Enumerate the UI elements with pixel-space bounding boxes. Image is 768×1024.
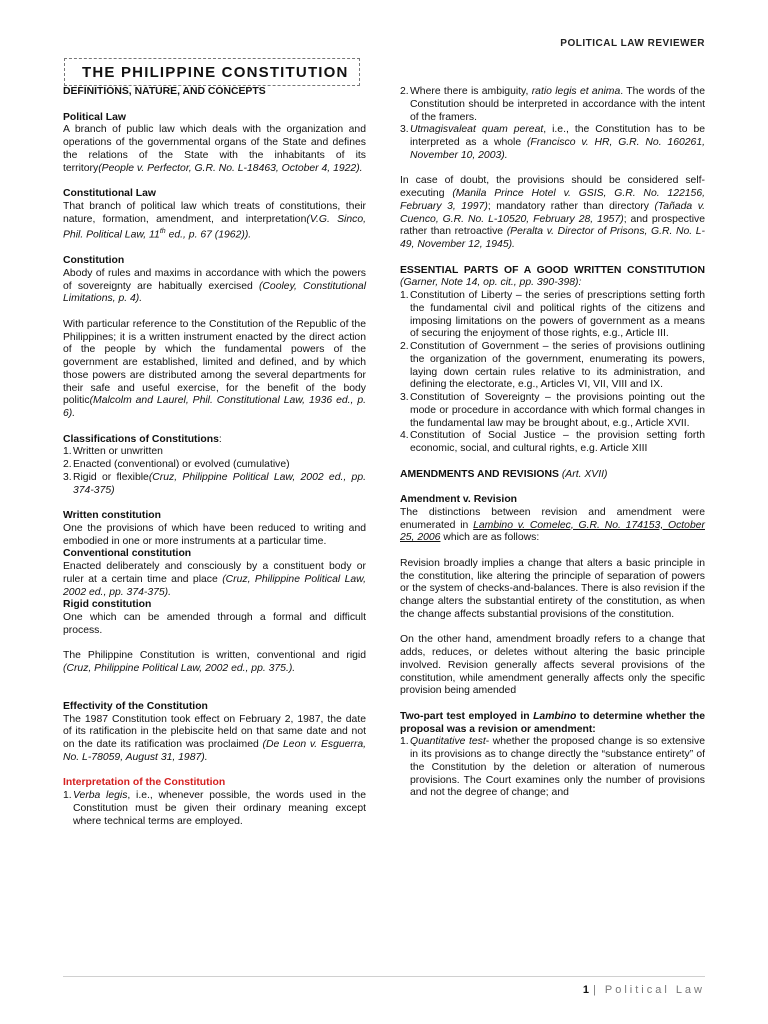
footer-divider <box>63 976 705 977</box>
list-item: 2. Constitution of Government – the series of provisions outlining the organization of the government, enumerating its powers, laying down certain rules relative to its administration, and defining the electorate, e.g., Articles VI, VII, VIII and IX. <box>400 341 705 391</box>
conventional-constitution-paragraph: Enacted deliberately and consciously by a constituent body or ruler at a certain time and place (Cruz, Philippine Political Law, 2002 ed., pp. 374-375). <box>63 561 366 598</box>
constitution-heading: Constitution <box>63 255 125 267</box>
classifications-heading: Classifications of Constitutions: <box>63 433 222 445</box>
list-item: 3. Constitution of Sovereignty – the provisions pointing out the mode or procedure in accordance with which formal changes in the fundamental law may be brought about, e.g., Article XVII. <box>400 392 705 429</box>
philippine-constitution-paragraph: The Philippine Constitution is written, conventional and rigid (Cruz, Philippine Political Law, 2002 ed., pp. 375.). <box>63 650 366 675</box>
essential-parts-heading: ESSENTIAL PARTS OF A GOOD WRITTEN CONSTITUTION (Garner, Note 14, op. cit., pp. 390-398): <box>400 264 705 289</box>
list-item: 4. Constitution of Social Justice – the provision setting forth economic, social, and cultural rights, e.g. Article XIII <box>400 430 705 454</box>
amendments-heading: AMENDMENTS AND REVISIONS (Art. XVII) <box>400 468 608 480</box>
page-footer: 1 | Political Law <box>582 984 705 996</box>
political-law-paragraph: A branch of public law which deals with the organization and operations of the governmental organs of the State and defines the relations of the State with the inhabitants of its territory(People v. Perfector, G.R. No. L-18463, October 4, 1922). <box>63 124 366 174</box>
constitutional-law-paragraph: That branch of political law which treats of constitutions, their nature, formation, amendment, and interpretation(V.G. Sinco, Phil. Political Law, 11th ed., p. 67 (1962)). <box>63 200 366 241</box>
written-constitution-paragraph: One the provisions of which have been reduced to writing and embodied in one or more instruments at a particular time. <box>63 522 366 547</box>
political-law-heading: Political Law <box>63 111 126 123</box>
list-item: 1. Verba legis, i.e., whenever possible, the words used in the Constitution must be given their ordinary meaning except where technical terms are employed. <box>63 790 366 827</box>
amendment-v-revision-paragraph: The distinctions between revision and amendment were enumerated in Lambino v. Comelec, G.R. No. 174153, October 25, 2006 which are as follows: <box>400 506 705 544</box>
page-title: THE PHILIPPINE CONSTITUTION <box>82 64 349 81</box>
list-item: 1. Written or unwritten <box>63 446 163 458</box>
constitutional-law-heading: Constitutional Law <box>63 188 156 199</box>
particular-reference-paragraph: With particular reference to the Constitution of the Republic of the Philippines; it is a written instrument enacted by the direct action of the people by which the fundamental powers of the government are established, limited and defined, and by which those powers are distributed among the several departments for their safe and useful exercise, for the benefit of the body politic(Malcolm and Laurel, Phil. Constitutional Law, 1936 ed., p. 6). <box>63 318 366 420</box>
interpretation-heading: Interpretation of the Constitution <box>63 777 226 789</box>
written-constitution-heading: Written constitution <box>63 510 161 522</box>
right-column <box>400 86 705 800</box>
list-item: 1. Constitution of Liberty – the series of prescriptions setting forth the fundamental civil and political rights of the citizens and imposing limitations on the powers of government as a means of securing the enjoyment of those rights, e.g., Article III. <box>400 290 705 340</box>
conventional-constitution-heading: Conventional constitution <box>63 548 192 560</box>
revision-paragraph: Revision broadly implies a change that alters a basic principle in the constitution, like altering the principle of separation of powers or the system of checks-and-balances. There is also revision if the change alters the substantial entirety of the constitution, as when the change affects substantial provisions of the constitution. <box>400 557 705 620</box>
rigid-constitution-paragraph: One which can be amended through a formal and difficult process. <box>63 612 366 636</box>
constitution-paragraph: Abody of rules and maxims in accordance with which the powers of sovereignty are habitually exercised (Cooley, Constitutional Limitations, p. 4). <box>63 267 367 305</box>
left-column <box>63 86 366 828</box>
running-header: POLITICAL LAW REVIEWER <box>560 38 705 49</box>
effectivity-heading: Effectivity of the Constitution <box>63 700 208 712</box>
list-item: 3. Utmagisvaleat quam pereat, i.e., the Constitution has to be interpreted as a whole (Francisco v. HR, G.R. No. 160261, November 10, 2003). <box>400 124 705 161</box>
doubt-paragraph: In case of doubt, the provisions should be considered self-executing (Manila Prince Hotel v. GSIS, G.R. No. 122156, February 3, 1997); mandatory rather than directory (Tañada v. Cuenco, G.R. No. L-10520, February 28, 1957); and prospective rather than retroactive (Peralta v. Director of Prisons, G.R. No. L-49, November 12, 1945). <box>400 175 706 250</box>
list-item: 2. Enacted (conventional) or evolved (cumulative) <box>63 459 290 471</box>
list-item: 3. Rigid or flexible(Cruz, Philippine Political Law, 2002 ed., pp. 374-375) <box>63 471 366 496</box>
list-item: 1. Quantitative test- whether the proposed change is so extensive in its provisions as to change directly the “substance entirety” of the Constitution by the deletion or alteration of numerous provisions. The Court examines only the number of provisions and not the degree of change; and <box>400 736 705 799</box>
amendment-v-revision-heading: Amendment v. Revision <box>400 494 518 505</box>
two-part-test-heading: Two-part test employed in Lambino to determine whether the proposal was a revision or amendment: <box>400 710 705 735</box>
list-item: 2. Where there is ambiguity, ratio legis et anima. The words of the Constitution should be interpreted in accordance with the intent of the framers. <box>400 86 705 123</box>
definitions-heading: DEFINITIONS, NATURE, AND CONCEPTS <box>63 86 266 97</box>
rigid-constitution-heading: Rigid constitution <box>63 599 152 611</box>
amendment-paragraph: On the other hand, amendment broadly refers to a change that adds, reduces, or deletes without altering the basic principle involved. Revision generally affects several provisions of the constitution, while amendment generally affects only the specific provision being amended <box>400 634 705 697</box>
effectivity-paragraph: The 1987 Constitution took effect on February 2, 1987, the date of its ratification in the plebiscite held on that same date and not on the date its ratification was proclaimed (De Leon v. Esguerra, No. L-78059, August 31, 1987). <box>63 713 366 763</box>
